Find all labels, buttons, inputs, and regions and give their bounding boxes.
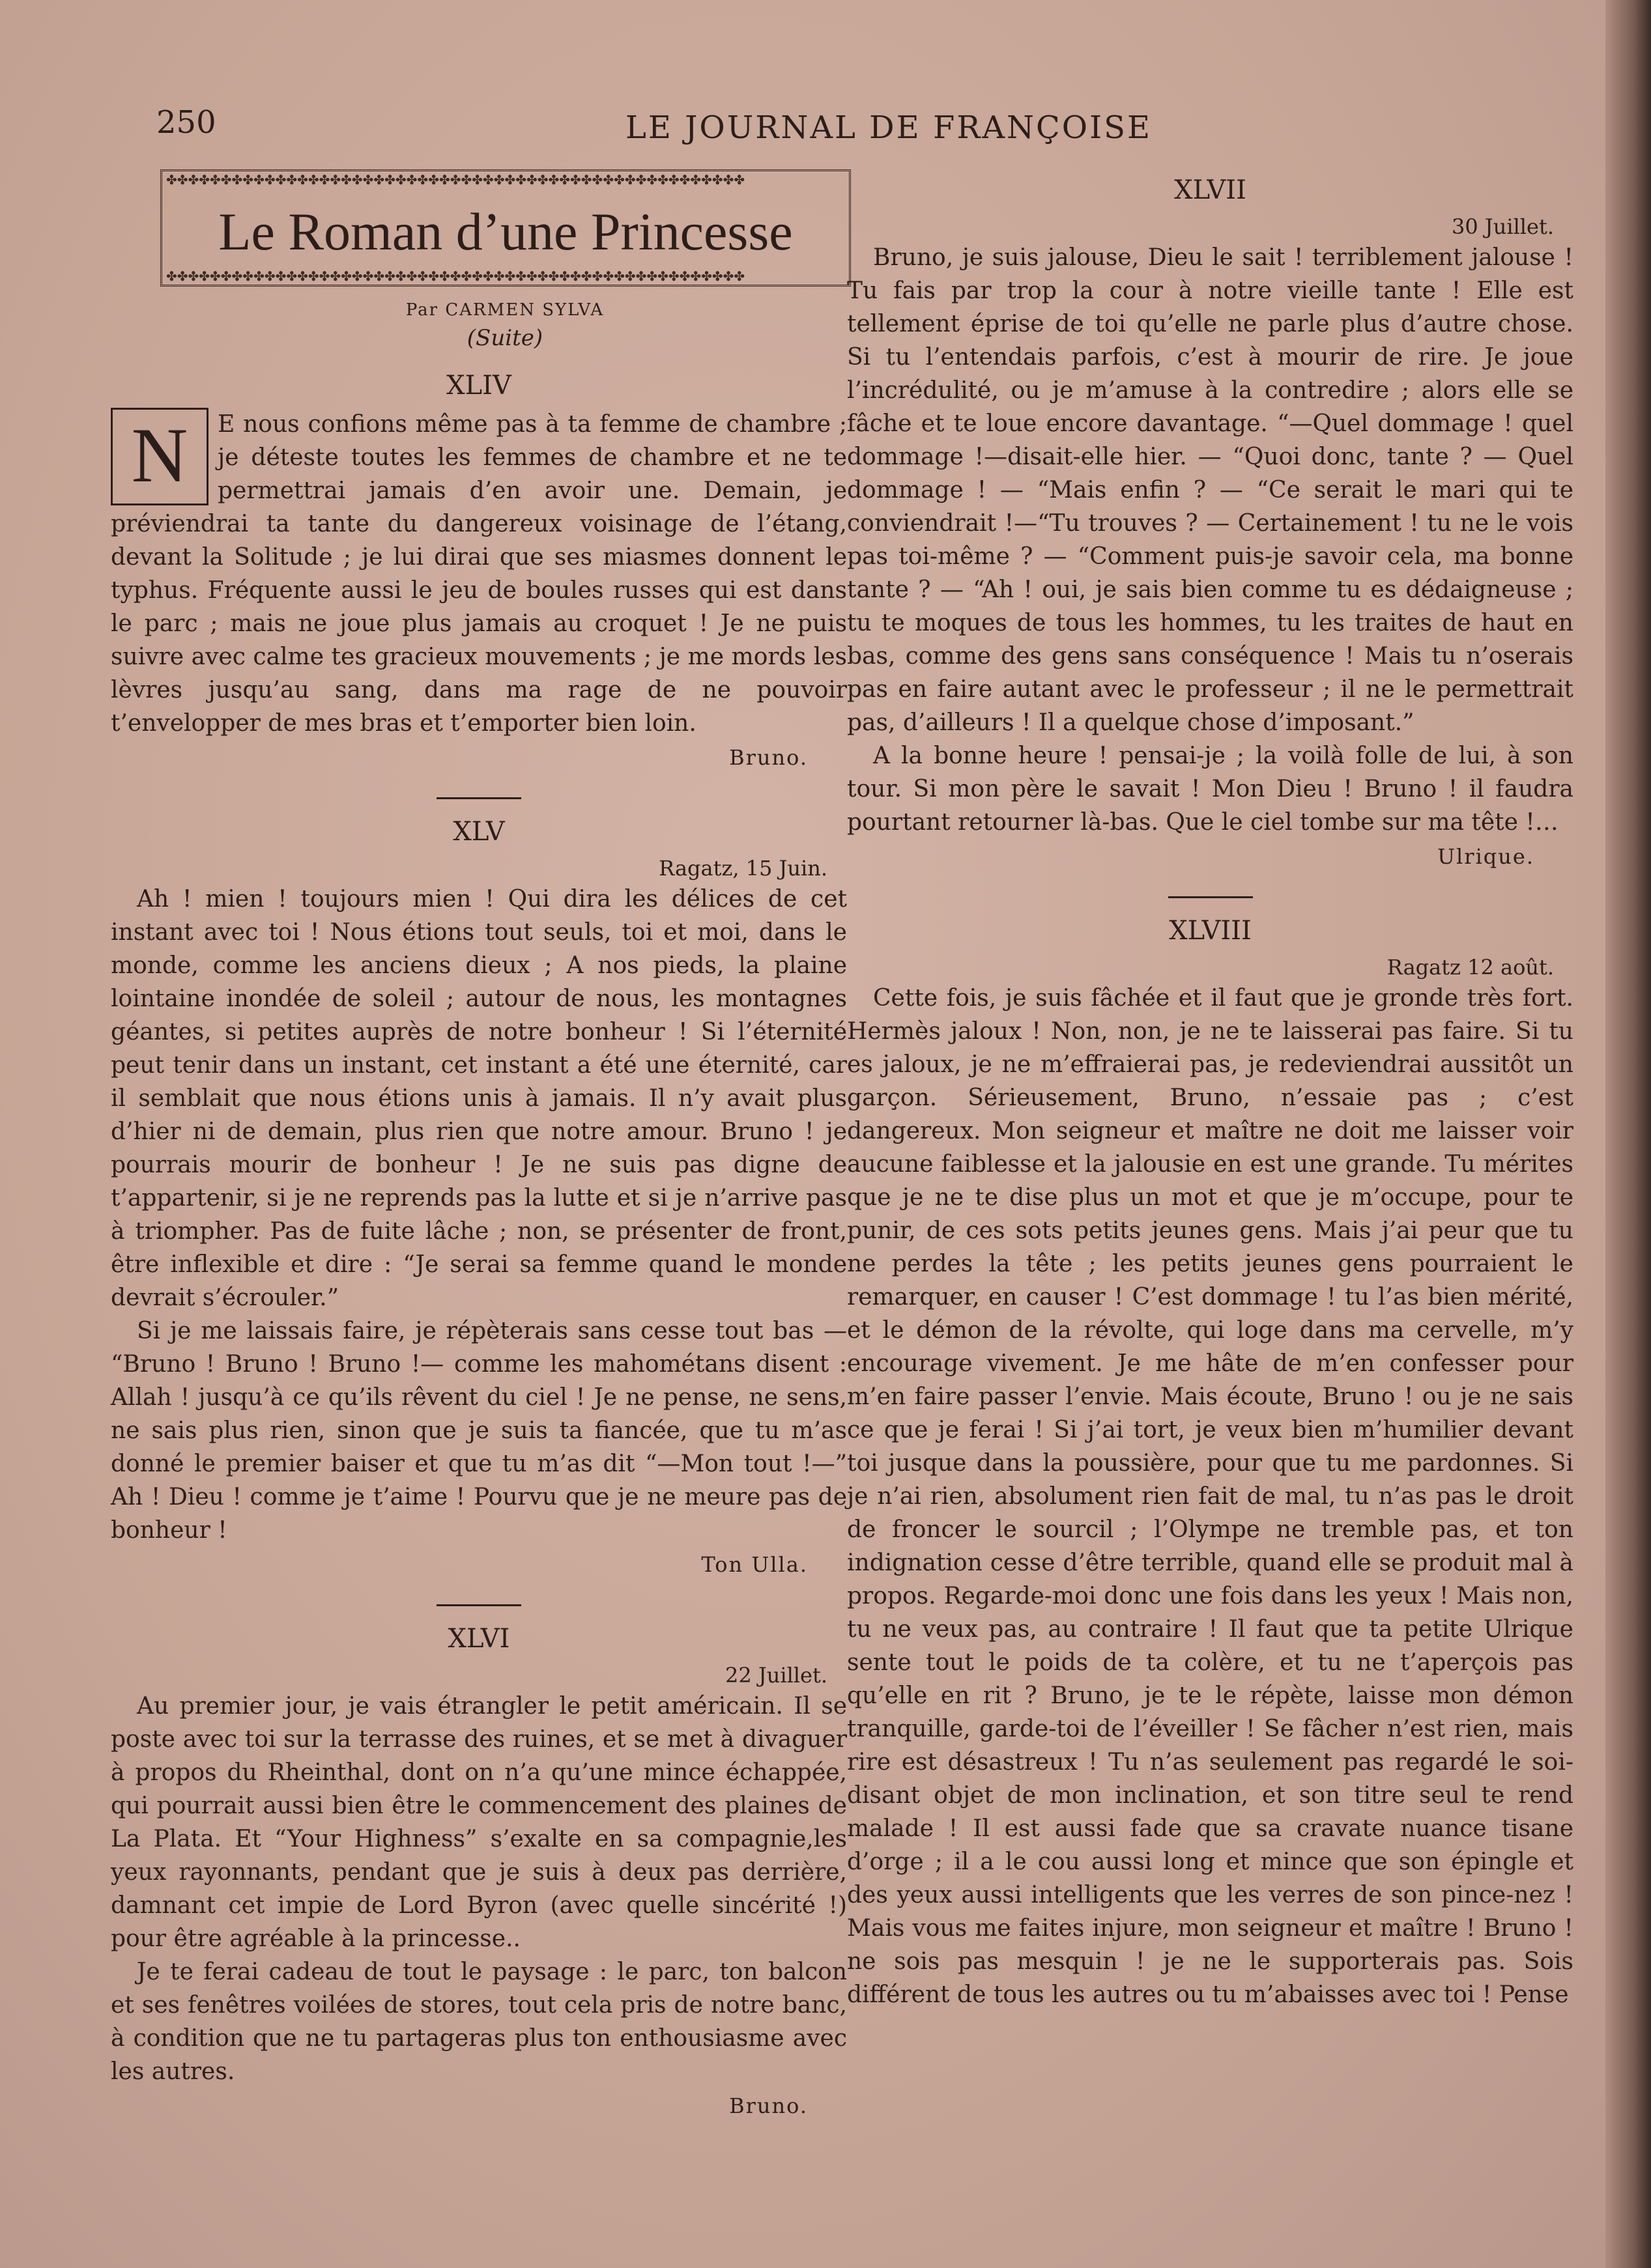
section-xlvii-paragraph-1: Bruno, je suis jalouse, Dieu le sait ! terriblement jalouse ! Tu fais par trop la cour à notre vieille tante ! Elle est tellement éprise de toi qu’elle ne parle plus d’autre chose. Si tu l’entendais parfois, c’est à mourir de rire. Je joue l’incrédulité, ou je m’amuse à la contredire ; alors elle se fâche et te loue encore davantage. “—Quel dommage ! quel dommage !—disait-elle hier. — “Quoi donc, tante ? — Quel dommage ! — “Mais enfin ? — “Ce serait le mari qui te conviendrait !—“Tu trouves ? — Certainement ! tu ne le vois pas toi-même ? — “Comment puis-je savoir cela, ma bonne tante ? — “Ah ! oui, je sais bien comme tu es dédaigneuse ; tu te moques de tous les hommes, tu les traites de haut en bas, comme des gens sans conséquence ! Mais tu n’oserais pas en faire autant avec le professeur ; il ne le permettrait pas, d’ailleurs ! Il a quelque chose d’imposant.” xyxy=(847,244,1573,736)
date-xlv: Ragatz, 15 Juin. xyxy=(659,856,827,881)
section-xlv-paragraph-2: Si je me laissais faire, je répèterais sans cesse tout bas — “Bruno ! Bruno ! Bruno !— comme les mahométans disent : Allah ! jusqu’à ce qu’ils rêvent du ciel ! Je ne pense, ne sens, ne sais plus rien, sinon que je suis ta fiancée, que tu m’as donné le premier baiser et que tu m’as dit “—Mon tout !—” Ah ! Dieu ! comme je t’aime ! Pourvu que je ne meure pas de bonheur ! xyxy=(111,1318,847,1544)
signature-xlvi: Bruno. xyxy=(729,2093,808,2118)
section-heading-xlvii: XLVII xyxy=(1174,175,1246,205)
journal-title: LE JOURNAL DE FRANÇOISE xyxy=(625,109,1153,146)
book-spine-shadow xyxy=(1605,0,1651,2268)
signature-xlvii: Ulrique. xyxy=(1437,844,1534,869)
signature-xliv: Bruno. xyxy=(729,745,808,770)
section-xliv-text xyxy=(111,408,847,740)
article-suite: (Suite) xyxy=(467,325,543,351)
date-xlviii: Ragatz 12 août. xyxy=(1386,955,1554,980)
section-heading-xliv: XLIV xyxy=(446,371,511,401)
section-divider xyxy=(1168,896,1253,898)
section-heading-xlv: XLV xyxy=(453,817,505,847)
section-heading-xlviii: XLVIII xyxy=(1169,916,1252,946)
section-xlvii-paragraph-2: A la bonne heure ! pensai-je ; la voilà folle de lui, à son tour. Si mon père le savait ! Mon Dieu ! Bruno ! il faudra pourtant retourner là-bas. Que le ciel tombe sur ma tête !… xyxy=(847,743,1573,836)
section-xlviii-paragraph-1: Cette fois, je suis fâchée et il faut que je gronde très fort. Hermès jaloux ! Non, non, je ne te laisserai pas faire. Si tu es jaloux, je ne m’effraierai pas, je redeviendrai aussitôt un garçon. Sérieusement, Bruno, n’essaie pas ; c’est dangereux. Mon seigneur et maître ne doit me laisser voir aucune faiblesse et la jalousie en est une grande. Tu mérites que je ne te dise plus un mot et que je m’occupe, pour te punir, de ces sots petits jeunes gens. Mais j’ai peur que tu ne perdes la tête ; les petits jeunes gens pourraient le remarquer, en causer ! C’est dommage ! tu l’as bien mérité, et le démon de la révolte, qui loge dans ma cervelle, m’y encourage vivement. Je me hâte de m’en confesser pour m’en faire passer l’envie. Mais écoute, Bruno ! ou je ne sais ce que je ferai ! Si j’ai tort, je veux bien m’humilier devant toi jusque dans la poussière, pour que tu me pardonnes. Si je n’ai rien, absolument rien fait de mal, tu n’as pas le droit de froncer le sourcil ; l’Olympe ne tremble pas, et ton indignation cesse d’être terrible, quand elle se produit mal à propos. Regarde-moi donc une fois dans les yeux ! Mais non, tu ne veux pas, au contraire ! Il faut que ta petite Ulrique sente tout le poids de ta colère, et tu ne t’aperçois pas qu’elle en rit ? Bruno, je te le répète, laisse mon démon tranquille, garde-toi de l’éveiller ! Se fâcher n’est rien, mais rire est désastreux ! Tu n’as seulement pas regardé le soi-disant objet de mon inclination, et son titre seul te rend malade ! Il est aussi fade que sa cravate nuance tisane d’orge ; il a le cou aussi long et mince que son épingle et des yeux aussi intelligents que les verres de son pince-nez ! Mais vous me faites injure, mon seigneur et maître ! Bruno ! ne sois pas mesquin ! je ne le supporterais pas. Sois différent de tous les autres ou tu m’abaisses avec toi ! Pense xyxy=(847,985,1573,2008)
section-xlv-paragraph-1: Ah ! mien ! toujours mien ! Qui dira les délices de cet instant avec toi ! Nous étions tout seuls, toi et moi, dans le monde, comme les anciens dieux ; A nos pieds, la plaine lointaine inondée de soleil ; autour de nous, les montagnes géantes, si petites auprès de notre bonheur ! Si l’éternité peut tenir dans un instant, cet instant a été une éternité, car il semblait que nous étions unis à jamais. Il n’y avait plus d’hier ni de demain, plus rien que notre amour. Bruno ! je pourrais mourir de bonheur ! Je ne suis pas digne de t’appartenir, si je ne reprends pas la lutte et si je n’arrive pas à triompher. Pas de fuite lâche ; non, se présenter de front, être inflexible et dire : “Je serai sa femme quand le monde devrait s’écrouler.” xyxy=(111,886,847,1311)
section-xlvi-paragraph-2: Je te ferai cadeau de tout le paysage : le parc, ton balcon et ses fenêtres voilées de stores, tout cela pris de notre banc, à condition que ne tu partageras plus ton enthousiasme avec les autres. xyxy=(111,1959,847,2085)
signature-xlv: Ton Ulla. xyxy=(701,1552,808,1577)
right-column xyxy=(847,169,1573,2011)
page-header xyxy=(156,104,1603,156)
section-heading-xlvi: XLVI xyxy=(448,1624,510,1654)
section-xlvi-paragraph-1: Au premier jour, je vais étrangler le petit américain. Il se poste avec toi sur la terrasse des ruines, et se met à divaguer à propos du Rheinthal, dont on n’a qu’une mince échappée, qui pourrait aussi bien être le commencement des plaines de La Plata. Et “Your Highness” s’exalte en sa compagnie,les yeux rayonnants, pendant que je suis à deux pas derrière, damnant cet impie de Lord Byron (avec quelle sincérité !) pour être agréable à la princesse.. xyxy=(111,1693,847,1952)
dropcap-letter: N xyxy=(111,408,208,505)
article-byline: Par CARMEN SYLVA xyxy=(405,300,605,320)
section-xliv-body: E nous confions même pas à ta femme de chambre ; je déteste toutes les femmes de chambre et ne te permettrai jamais d’en avoir une. Demain, je préviendrai ta tante du dangereux voisinage de l’étang, devant la Solitude ; je lui dirai que ses miasmes donnent le typhus. Fréquente aussi le jeu de boules russes qui est dans le parc ; mais ne joue plus jamais au croquet ! Je ne puis suivre avec calme tes gracieux mouvements ; je me mords les lèvres jusqu’au sang, dans ma rage de ne pouvoir t’envelopper de mes bras et t’emporter bien loin. xyxy=(111,411,847,737)
ornament-border-top: ✤✤✤✤✤✤✤✤✤✤✤✤✤✤✤✤✤✤✤✤✤✤✤✤✤✤✤✤✤✤✤✤✤✤✤✤✤✤✤✤✤✤✤✤✤✤✤✤✤✤✤✤✤ xyxy=(166,174,745,186)
page-number: 250 xyxy=(156,104,216,141)
section-divider xyxy=(437,1604,521,1606)
date-xlvi: 22 Juillet. xyxy=(725,1663,827,1688)
section-divider xyxy=(437,797,521,799)
article-title: Le Roman d’une Princesse xyxy=(218,202,793,261)
left-column xyxy=(111,169,847,2123)
ornament-border-bottom: ✤✤✤✤✤✤✤✤✤✤✤✤✤✤✤✤✤✤✤✤✤✤✤✤✤✤✤✤✤✤✤✤✤✤✤✤✤✤✤✤✤✤✤✤✤✤✤✤✤✤✤✤✤ xyxy=(166,270,745,282)
article-title-frame xyxy=(160,169,851,287)
date-xlvii: 30 Juillet. xyxy=(1452,214,1554,239)
